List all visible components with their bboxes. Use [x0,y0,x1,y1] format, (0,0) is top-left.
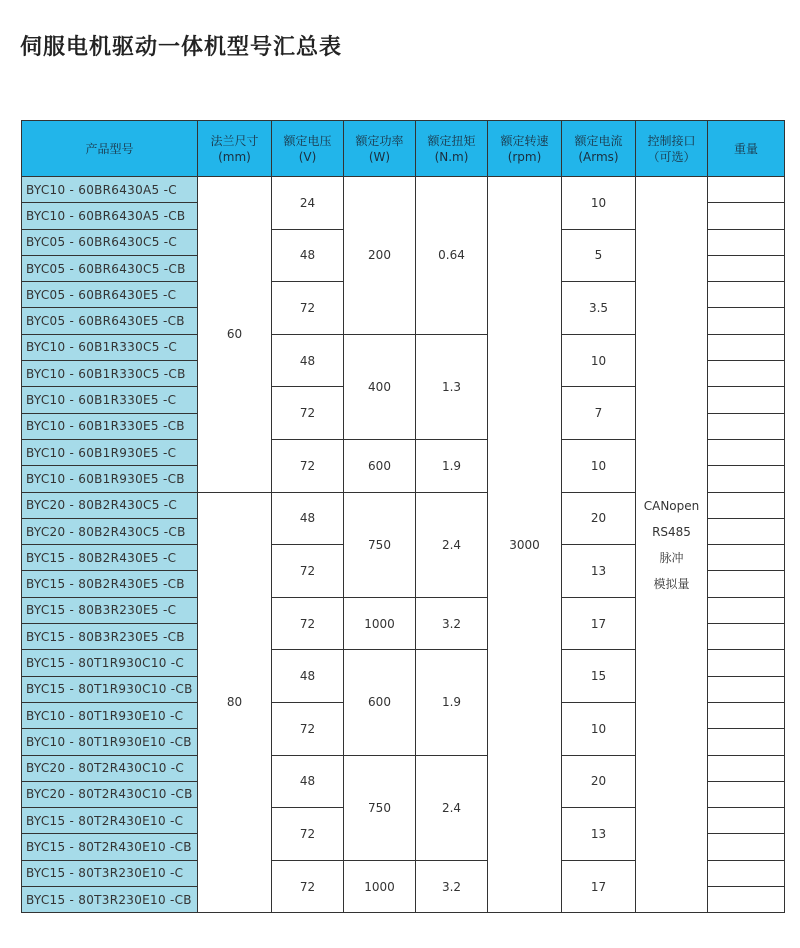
current-cell: 13 [562,545,636,598]
model-cell: BYC20 - 80B2R430C5 -CB [22,518,198,544]
model-cell: BYC10 - 60B1R930E5 -C [22,439,198,465]
model-cell: BYC15 - 80T2R430E10 -CB [22,834,198,860]
model-cell: BYC05 - 60BR6430E5 -CB [22,308,198,334]
voltage-cell: 72 [272,702,344,755]
header-power: 额定功率 (W) [344,121,416,177]
weight-cell [708,466,785,492]
voltage-cell: 72 [272,597,344,650]
model-cell: BYC10 - 80T1R930E10 -C [22,702,198,728]
voltage-cell: 48 [272,492,344,545]
power-cell: 200 [344,177,416,335]
header-voltage: 额定电压 (V) [272,121,344,177]
weight-cell [708,808,785,834]
power-cell: 750 [344,492,416,597]
model-cell: BYC10 - 60B1R930E5 -CB [22,466,198,492]
current-cell: 5 [562,229,636,282]
weight-cell [708,624,785,650]
torque-cell: 3.2 [416,597,488,650]
weight-cell [708,177,785,203]
model-cell: BYC10 - 60B1R330C5 -CB [22,361,198,387]
weight-cell [708,255,785,281]
voltage-cell: 72 [272,545,344,598]
power-cell: 600 [344,650,416,755]
header-control: 控制接口 （可选） [636,121,708,177]
model-cell: BYC05 - 60BR6430C5 -CB [22,255,198,281]
model-cell: BYC20 - 80T2R430C10 -CB [22,781,198,807]
model-cell: BYC15 - 80B2R430E5 -C [22,545,198,571]
weight-cell [708,887,785,913]
page-title: 伺服电机驱动一体机型号汇总表 [20,35,343,60]
header-speed: 额定转速 (rpm) [488,121,562,177]
weight-cell [708,439,785,465]
control-cell: CANopen RS485 脉冲 模拟量 [636,177,708,913]
model-cell: BYC15 - 80T1R930C10 -CB [22,676,198,702]
header-flange: 法兰尺寸 (mm) [198,121,272,177]
model-cell: BYC05 - 60BR6430E5 -C [22,282,198,308]
model-cell: BYC20 - 80B2R430C5 -C [22,492,198,518]
torque-cell: 2.4 [416,755,488,860]
model-cell: BYC20 - 80T2R430C10 -C [22,755,198,781]
current-cell: 10 [562,439,636,492]
model-cell: BYC15 - 80T3R230E10 -C [22,860,198,886]
weight-cell [708,755,785,781]
weight-cell [708,702,785,728]
current-cell: 10 [562,177,636,230]
power-cell: 600 [344,439,416,492]
power-cell: 1000 [344,597,416,650]
voltage-cell: 72 [272,439,344,492]
header-model: 产品型号 [22,121,198,177]
header-current: 额定电流 (Arms) [562,121,636,177]
current-cell: 20 [562,492,636,545]
voltage-cell: 72 [272,387,344,440]
current-cell: 10 [562,702,636,755]
weight-cell [708,387,785,413]
current-cell: 13 [562,808,636,861]
weight-cell [708,834,785,860]
current-cell: 15 [562,650,636,703]
model-cell: BYC15 - 80B3R230E5 -C [22,597,198,623]
model-cell: BYC10 - 60B1R330E5 -C [22,387,198,413]
current-cell: 10 [562,334,636,387]
voltage-cell: 72 [272,860,344,913]
current-cell: 20 [562,755,636,808]
header-weight: 重量 [708,121,785,177]
current-cell: 3.5 [562,282,636,335]
flange-cell: 80 [198,492,272,913]
power-cell: 750 [344,755,416,860]
model-cell: BYC10 - 60BR6430A5 -C [22,177,198,203]
current-cell: 17 [562,597,636,650]
model-cell: BYC15 - 80T1R930C10 -C [22,650,198,676]
model-cell: BYC15 - 80B2R430E5 -CB [22,571,198,597]
weight-cell [708,650,785,676]
voltage-cell: 48 [272,650,344,703]
model-cell: BYC10 - 60B1R330E5 -CB [22,413,198,439]
model-cell: BYC15 - 80B3R230E5 -CB [22,624,198,650]
model-cell: BYC05 - 60BR6430C5 -C [22,229,198,255]
flange-cell: 60 [198,177,272,493]
torque-cell: 3.2 [416,860,488,913]
weight-cell [708,492,785,518]
model-cell: BYC10 - 80T1R930E10 -CB [22,729,198,755]
weight-cell [708,229,785,255]
weight-cell [708,334,785,360]
torque-cell: 1.9 [416,439,488,492]
model-cell: BYC10 - 60B1R330C5 -C [22,334,198,360]
torque-cell: 1.3 [416,334,488,439]
weight-cell [708,571,785,597]
current-cell: 7 [562,387,636,440]
power-cell: 1000 [344,860,416,913]
voltage-cell: 72 [272,808,344,861]
table-row [22,177,785,203]
model-cell: BYC10 - 60BR6430A5 -CB [22,203,198,229]
torque-cell: 1.9 [416,650,488,755]
weight-cell [708,308,785,334]
model-summary-table [21,120,785,913]
voltage-cell: 72 [272,282,344,335]
weight-cell [708,203,785,229]
weight-cell [708,597,785,623]
voltage-cell: 24 [272,177,344,230]
torque-cell: 2.4 [416,492,488,597]
power-cell: 400 [344,334,416,439]
voltage-cell: 48 [272,334,344,387]
voltage-cell: 48 [272,229,344,282]
weight-cell [708,676,785,702]
weight-cell [708,361,785,387]
weight-cell [708,413,785,439]
model-cell: BYC15 - 80T2R430E10 -C [22,808,198,834]
voltage-cell: 48 [272,755,344,808]
weight-cell [708,860,785,886]
header-row [22,121,785,177]
weight-cell [708,729,785,755]
speed-cell: 3000 [488,177,562,913]
current-cell: 17 [562,860,636,913]
torque-cell: 0.64 [416,177,488,335]
model-cell: BYC15 - 80T3R230E10 -CB [22,887,198,913]
header-torque: 额定扭矩 (N.m) [416,121,488,177]
weight-cell [708,282,785,308]
weight-cell [708,781,785,807]
weight-cell [708,545,785,571]
weight-cell [708,518,785,544]
